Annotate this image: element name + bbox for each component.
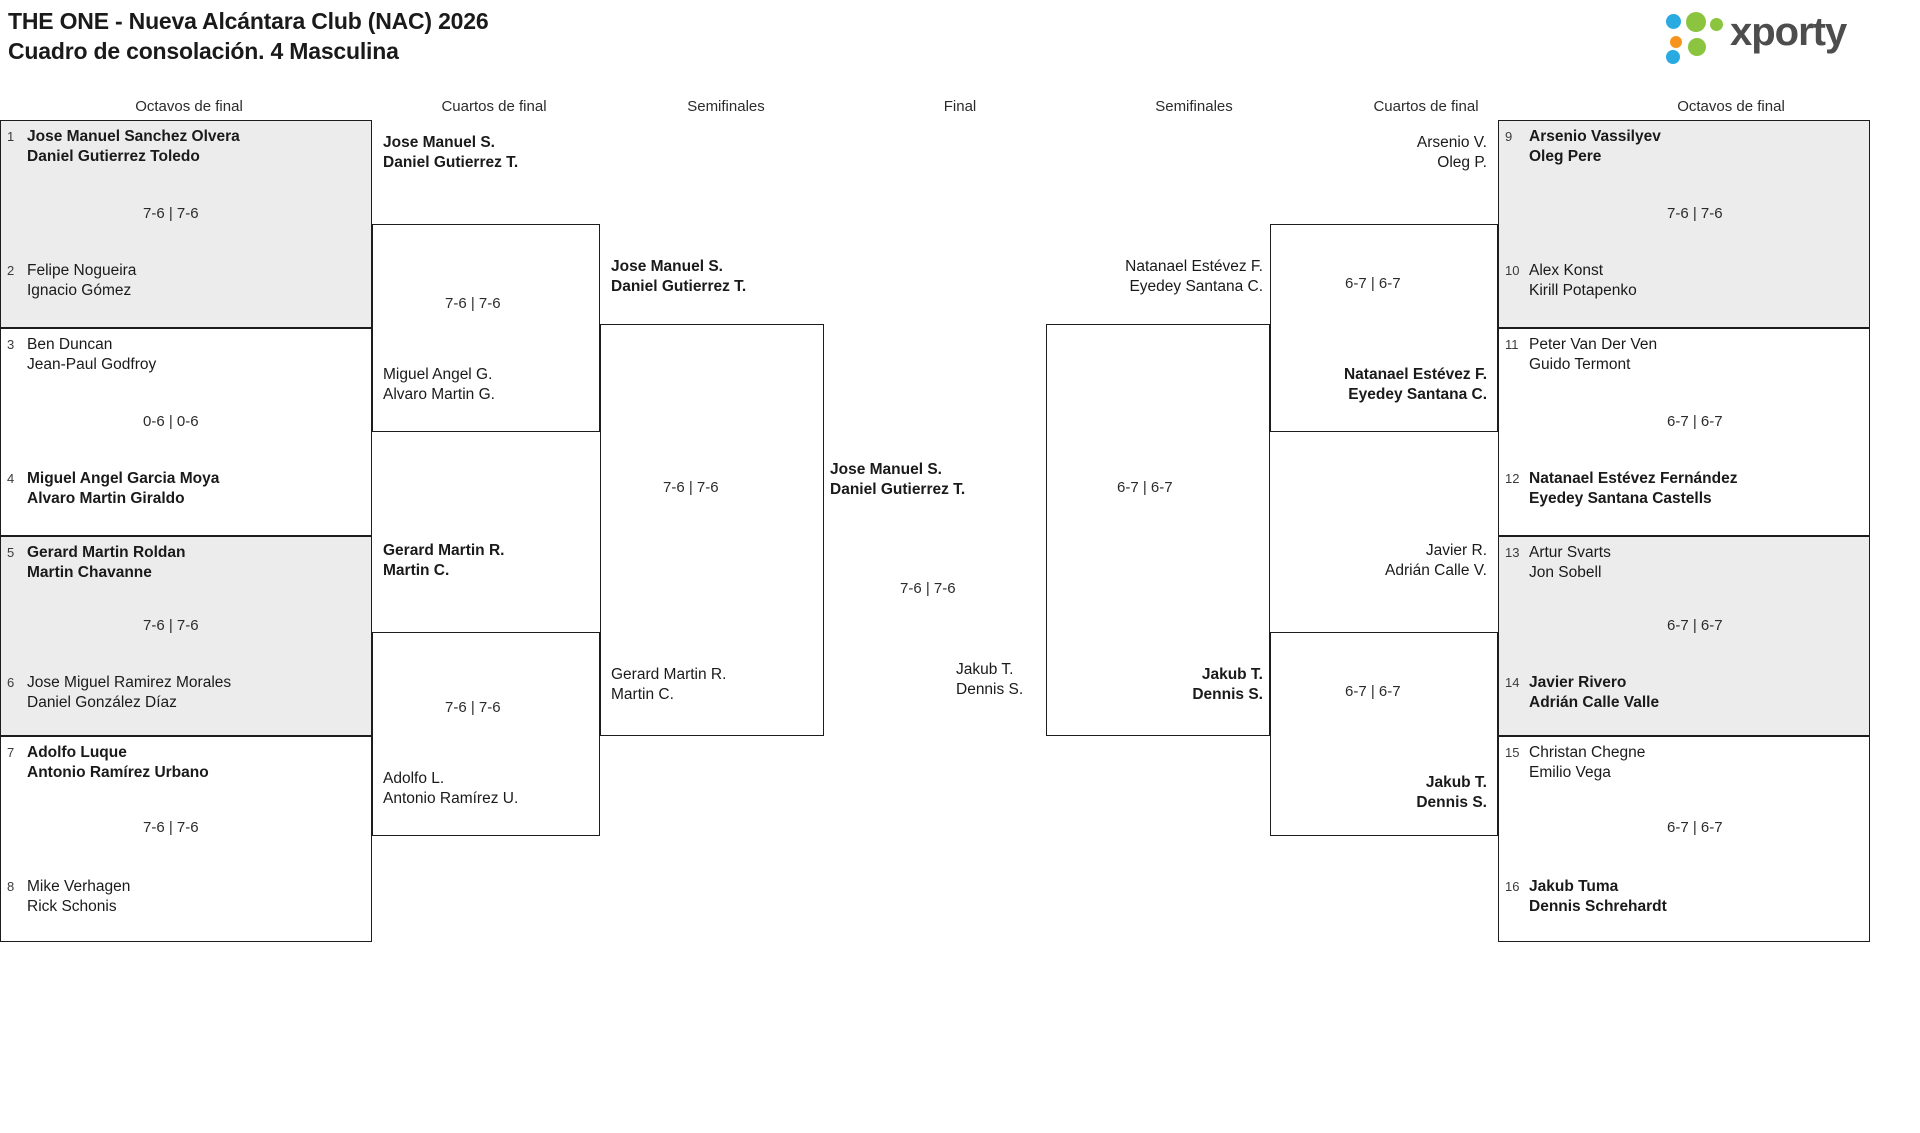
seed-number: 6: [7, 675, 15, 690]
match-box-left-1[interactable]: [0, 120, 372, 328]
team-players: Adolfo Luque Antonio Ramírez Urbano: [27, 744, 209, 781]
match-score: 6-7 | 6-7: [1667, 819, 1723, 836]
team-players: Miguel Angel G. Alvaro Martin G.: [383, 366, 495, 403]
match-box-right-qf-1[interactable]: [1270, 134, 1498, 432]
match-box-final[interactable]: [824, 440, 1084, 640]
team-players: Jakub T. Dennis S.: [1192, 666, 1263, 703]
match-score: 0-6 | 0-6: [143, 413, 199, 430]
team-players: Natanael Estévez F. Eyedey Santana C.: [1343, 366, 1487, 403]
team-players: Peter Van Der Ven Guido Termont: [1529, 336, 1658, 373]
seed-number: 14: [1505, 675, 1520, 690]
seed-number: 11: [1505, 337, 1519, 352]
match-box-right-qf-2[interactable]: [1270, 542, 1498, 836]
page-title: [8, 6, 488, 67]
match-score: 7-6 | 7-6: [143, 205, 199, 222]
round-header-right-qf: Cuartos de final: [1373, 98, 1479, 115]
seed-number: 10: [1505, 263, 1520, 278]
final-loser-team: [824, 650, 1084, 710]
match-box-right-4[interactable]: [1498, 736, 1870, 942]
team-players: Mike Verhagen Rick Schonis: [27, 878, 131, 915]
seed-number: 8: [7, 879, 15, 894]
match-box-right-2[interactable]: [1498, 328, 1870, 536]
team-players: Javier R. Adrián Calle V.: [1385, 542, 1487, 579]
tournament-title: THE ONE - Nueva Alcántara Club (NAC) 2026: [8, 8, 489, 34]
team-players-final-left: Jose Manuel S. Daniel Gutierrez T.: [830, 461, 966, 498]
match-score: 7-6 | 7-6: [663, 479, 719, 496]
seed-number: 9: [1505, 129, 1513, 144]
match-box-left-sf-1[interactable]: [600, 258, 824, 736]
team-players: Artur Svarts Jon Sobell: [1529, 544, 1611, 581]
match-box-right-sf-1[interactable]: [1046, 258, 1270, 736]
match-score: 6-7 | 6-7: [1345, 275, 1401, 292]
match-box-right-1[interactable]: [1498, 120, 1870, 328]
seed-number: 3: [7, 337, 15, 352]
team-players: Jose Manuel S. Daniel Gutierrez T.: [383, 134, 519, 171]
round-header-right-r16: Octavos de final: [1677, 98, 1785, 115]
seed-number: 13: [1505, 545, 1520, 560]
match-box-left-qf-2[interactable]: [372, 542, 600, 836]
match-score: 7-6 | 7-6: [445, 295, 501, 312]
team-players: Jakub T. Dennis S.: [1416, 774, 1487, 811]
team-players-final-right: Jakub T. Dennis S.: [956, 661, 1024, 698]
team-players: Felipe Nogueira Ignacio Gómez: [27, 262, 137, 299]
team-players: Gerard Martin R. Martin C.: [383, 542, 505, 579]
seed-number: 4: [7, 471, 15, 486]
match-score: 6-7 | 6-7: [1345, 683, 1401, 700]
team-players: Arsenio V. Oleg P.: [1416, 134, 1487, 171]
round-header-left-r16: Octavos de final: [135, 98, 243, 115]
seed-number: 2: [7, 263, 15, 278]
logo-wordmark: xporty: [1730, 10, 1847, 54]
team-players: Javier Rivero Adrián Calle Valle: [1529, 674, 1660, 711]
seed-number: 12: [1505, 471, 1520, 486]
round-header-left-sf: Semifinales: [687, 98, 765, 115]
team-players: Natanael Estévez F. Eyedey Santana C.: [1125, 258, 1263, 295]
xporty-logo: [1666, 8, 1906, 66]
match-score: 6-7 | 6-7: [1667, 617, 1723, 634]
round-header-final: Final: [943, 98, 977, 115]
match-score: 7-6 | 7-6: [1667, 205, 1723, 222]
team-players: Gerard Martin Roldan Martin Chavanne: [27, 544, 186, 581]
seed-number: 5: [7, 545, 15, 560]
seed-number: 1: [7, 129, 15, 144]
logo-dots-icon: [1666, 12, 1728, 62]
draw-subtitle: Cuadro de consolación. 4 Masculina: [8, 38, 399, 65]
team-players: Gerard Martin R. Martin C.: [611, 666, 727, 703]
team-players: Adolfo L. Antonio Ramírez U.: [383, 770, 519, 807]
seed-number: 7: [7, 745, 15, 760]
match-score: 7-6 | 7-6: [445, 699, 501, 716]
team-players: Alex Konst Kirill Potapenko: [1529, 262, 1637, 299]
final-score: 7-6 | 7-6: [900, 580, 956, 597]
team-players: Jakub Tuma Dennis Schrehardt: [1529, 878, 1667, 915]
team-players: Arsenio Vassilyev Oleg Pere: [1529, 128, 1661, 165]
seed-number: 15: [1505, 745, 1520, 760]
match-box-left-qf-1[interactable]: [372, 134, 600, 432]
team-players: Ben Duncan Jean-Paul Godfroy: [27, 336, 157, 373]
match-box-left-2[interactable]: [0, 328, 372, 536]
match-score: 7-6 | 7-6: [143, 819, 199, 836]
seed-number: 16: [1505, 879, 1520, 894]
team-players: Jose Manuel Sanchez Olvera Daniel Gutierrez Toledo: [27, 128, 240, 165]
match-box-right-3[interactable]: [1498, 536, 1870, 736]
page-header: [0, 0, 1920, 86]
team-players: Jose Miguel Ramirez Morales Daniel González Díaz: [27, 674, 232, 711]
match-score: 6-7 | 6-7: [1667, 413, 1723, 430]
round-header-left-qf: Cuartos de final: [441, 98, 547, 115]
round-header-right-sf: Semifinales: [1155, 98, 1233, 115]
match-score: 7-6 | 7-6: [143, 617, 199, 634]
match-box-left-3[interactable]: [0, 536, 372, 736]
team-players: Natanael Estévez Fernández Eyedey Santana Castells: [1529, 470, 1738, 507]
team-players: Miguel Angel Garcia Moya Alvaro Martin Giraldo: [27, 470, 220, 507]
team-players: Jose Manuel S. Daniel Gutierrez T.: [611, 258, 747, 295]
match-box-left-4[interactable]: [0, 736, 372, 942]
team-players: Christan Chegne Emilio Vega: [1529, 744, 1646, 781]
match-score: 6-7 | 6-7: [1117, 479, 1173, 496]
